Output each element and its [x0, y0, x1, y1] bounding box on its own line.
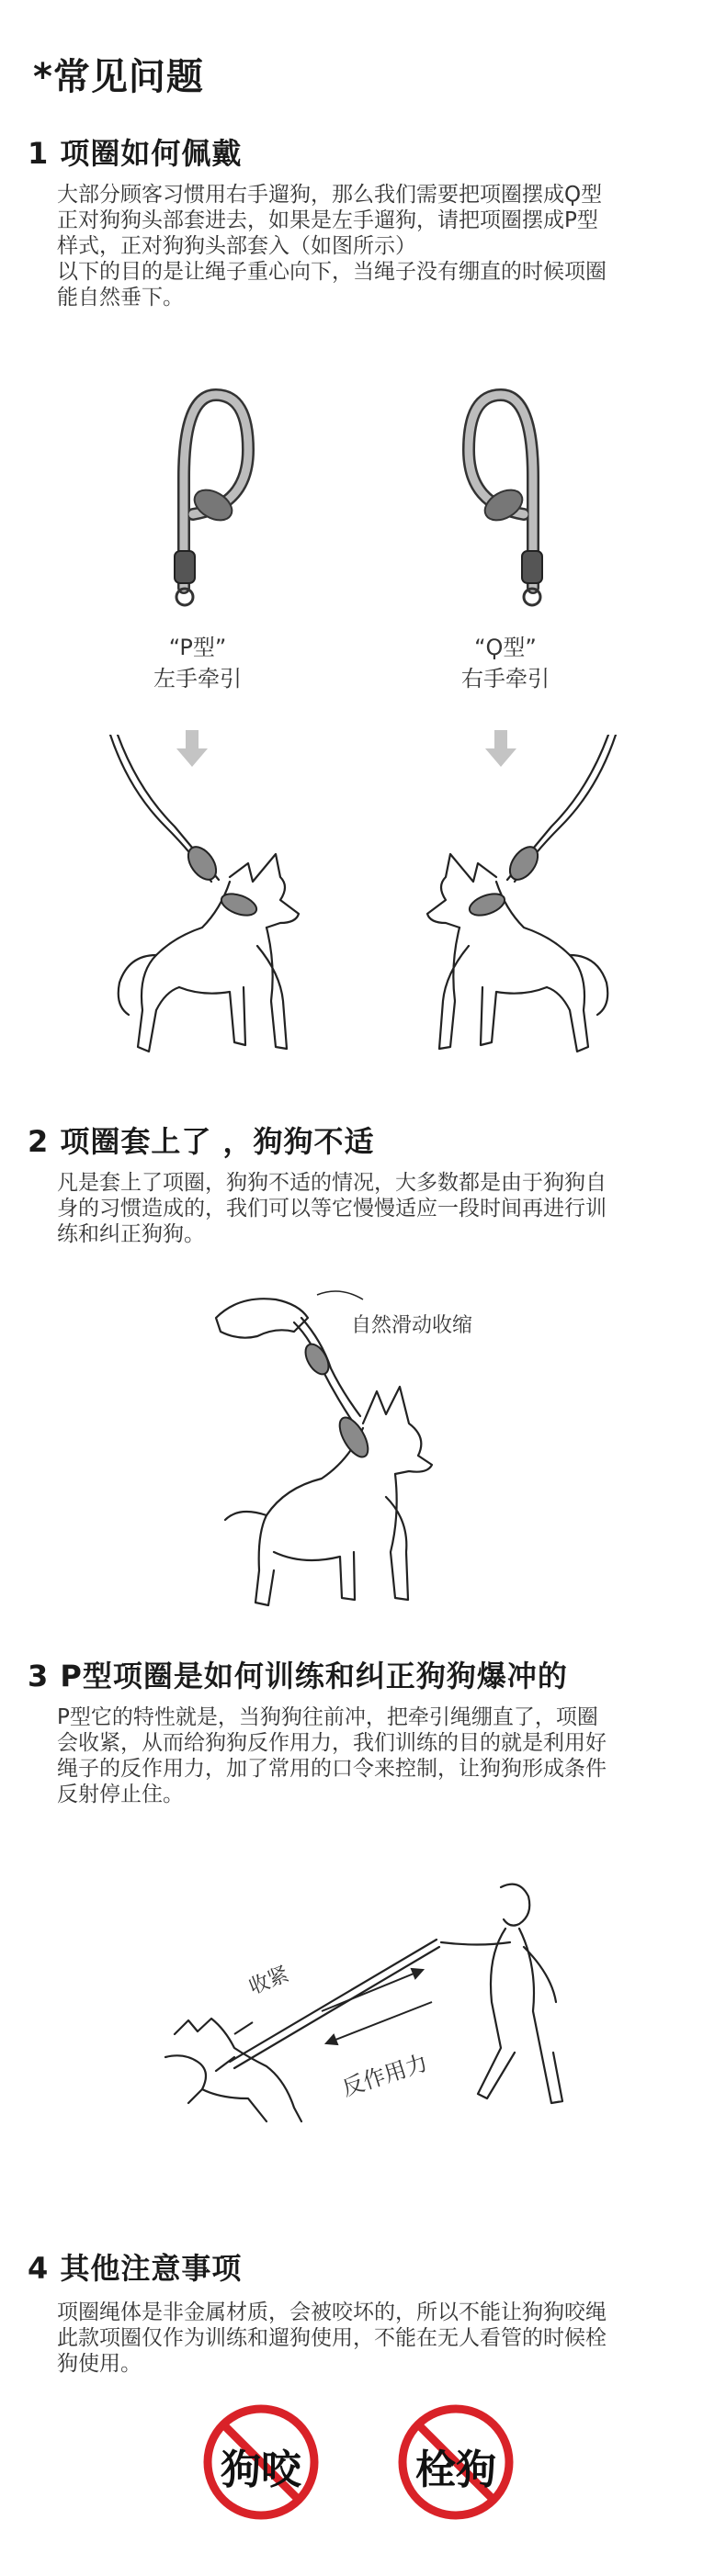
section-1-heading: 1 项圈如何佩戴	[28, 136, 243, 171]
section-1-line: 以下的目的是让绳子重心向下，当绳子没有绷直的时候项圈	[57, 260, 607, 284]
section-4-line: 狗使用。	[57, 2352, 142, 2376]
section-2-heading: 2 项圈套上了 ，狗狗不适	[28, 1124, 375, 1159]
section-2-line: 凡是套上了项圈，狗狗不适的情况，大多数都是由于狗狗自	[57, 1171, 607, 1195]
section-2-text	[57, 1170, 664, 1247]
dog-right-hand-illustration	[395, 735, 634, 1065]
section-1-line: 能自然垂下。	[57, 286, 184, 309]
section-3-text	[57, 1704, 664, 1807]
section-3-line: 反射停止住。	[57, 1783, 184, 1806]
section-3-line: 会收紧，从而给狗狗反作用力，我们训练的目的就是利用好	[57, 1731, 607, 1755]
section-1-line: 正对狗狗头部套进去，如果是左手遛狗，请把项圈摆成P型	[57, 208, 598, 232]
dog-left-hand-illustration	[92, 735, 331, 1065]
prohibit-text-tie: 栓狗	[415, 2447, 496, 2493]
section-4-heading: 4 其他注意事项	[28, 2251, 243, 2286]
no-tying-dog-sign	[395, 2402, 516, 2523]
reaction-force-label: 反作用力	[338, 2049, 431, 2102]
tighten-label: 收紧	[245, 1963, 292, 2000]
p-type-caption	[106, 632, 289, 694]
section-2-line: 练和纠正狗狗。	[57, 1222, 205, 1246]
section-4-line: 项圈绳体是非金属材质，会被咬坏的，所以不能让狗狗咬绳	[57, 2300, 607, 2324]
sliding-annotation: 自然滑动收缩	[351, 1314, 473, 1337]
section-1-line: 大部分顾客习惯用右手遛狗，那么我们需要把项圈摆成Ϙ型	[57, 183, 603, 207]
section-4-line: 此款项圈仅作为训练和遛狗使用，不能在无人看管的时候栓	[57, 2326, 607, 2350]
page-title: *常见问题	[33, 56, 204, 98]
p-type-label: “P型”	[168, 635, 227, 660]
q-type-collar-illustration	[450, 377, 570, 615]
no-dog-biting-sign	[200, 2402, 322, 2523]
section-1-text	[57, 182, 664, 310]
q-type-caption	[414, 632, 597, 694]
p-type-hand-label: 左手牵引	[153, 666, 242, 692]
q-type-hand-label: 右手牵引	[461, 666, 550, 692]
p-type-collar-illustration	[147, 377, 267, 615]
section-3-heading: 3 P型项圈是如何训练和纠正狗狗爆冲的	[28, 1659, 568, 1693]
section-2-line: 身的习惯造成的，我们可以等它慢慢适应一段时间再进行训	[57, 1197, 607, 1221]
section-3-line: P型它的特性就是，当狗狗往前冲，把牵引绳绷直了，项圈	[57, 1705, 598, 1729]
section-4-text	[57, 2300, 664, 2377]
prohibit-text-bite: 狗咬	[221, 2447, 301, 2493]
training-pull-illustration	[147, 1873, 607, 2140]
q-type-label: “Ϙ型”	[474, 635, 537, 660]
section-1-line: 样式，正对狗狗头部套入（如图所示）	[57, 234, 416, 258]
section-3-line: 绳子的反作用力，加了常用的口令来控制，让狗狗形成条件	[57, 1757, 607, 1781]
